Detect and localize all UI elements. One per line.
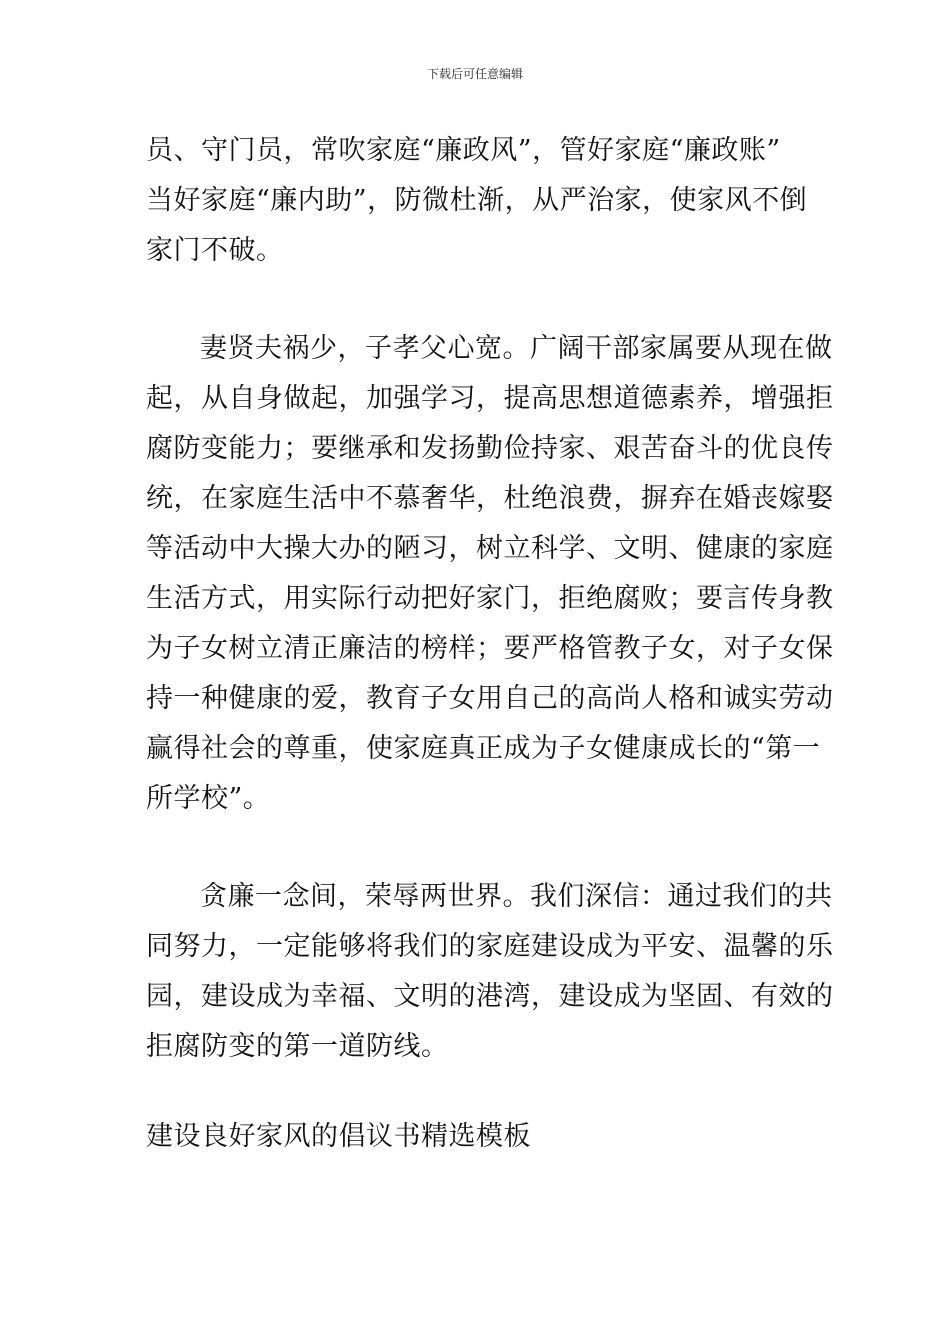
paragraph-line: 为子女树立清正廉洁的榜样；要严格管教子女，对子女保 — [146, 633, 834, 664]
paragraph-line: 持一种健康的爱，教育子女用自己的高尚人格和诚实劳动 — [146, 683, 834, 714]
paragraph-spacer — [146, 824, 810, 872]
document-title: 建设良好家风的倡议书精选模板 — [146, 1121, 531, 1152]
paragraph-line: 当好家庭“廉内助”，防微杜渐，从严治家，使家风不倒 — [146, 185, 808, 216]
paragraph-line: 腐防变能力；要继承和发扬勤俭持家、艰苦奋斗的优良传 — [146, 433, 834, 464]
page-header-note: 下载后可任意编辑 — [426, 67, 523, 81]
paragraph-line: 妻贤夫祸少，子孝父心宽。广阔干部家属要从现在做 — [200, 333, 833, 364]
paragraph-line: 贪廉一念间，荣辱两世界。我们深信：通过我们的共 — [200, 881, 833, 912]
paragraph-line: 起，从自身做起，加强学习，提高思想道德素养，增强拒 — [146, 383, 834, 414]
paragraph-line: 拒腐防变的第一道防线。 — [146, 1031, 449, 1062]
paragraph-1 — [146, 126, 810, 276]
paragraph-line: 生活方式，用实际行动把好家门，拒绝腐败；要言传身教 — [146, 583, 834, 614]
paragraph-spacer — [146, 1072, 810, 1112]
paragraph-spacer — [146, 276, 810, 324]
paragraph-line: 统，在家庭生活中不慕奢华，杜绝浪费，摒弃在婚丧嫁娶 — [146, 483, 834, 514]
paragraph-3 — [146, 872, 834, 1072]
paragraph-line: 家门不破。 — [146, 235, 284, 266]
paragraph-line: 员、守门员，常吹家庭“廉政风”，管好家庭“廉政账” — [146, 135, 781, 166]
paragraph-line: 等活动中大操大办的陋习，树立科学、文明、健康的家庭 — [146, 533, 834, 564]
paragraph-2 — [146, 324, 834, 824]
paragraph-line: 同努力，一定能够将我们的家庭建设成为平安、温馨的乐 — [146, 931, 834, 962]
paragraph-line: 园，建设成为幸福、文明的港湾，建设成为坚固、有效的 — [146, 981, 834, 1012]
paragraph-line: 所学校”。 — [146, 783, 271, 814]
document-body — [146, 126, 834, 1162]
paragraph-line: 赢得社会的尊重，使家庭真正成为子女健康成长的“第一 — [146, 733, 821, 764]
